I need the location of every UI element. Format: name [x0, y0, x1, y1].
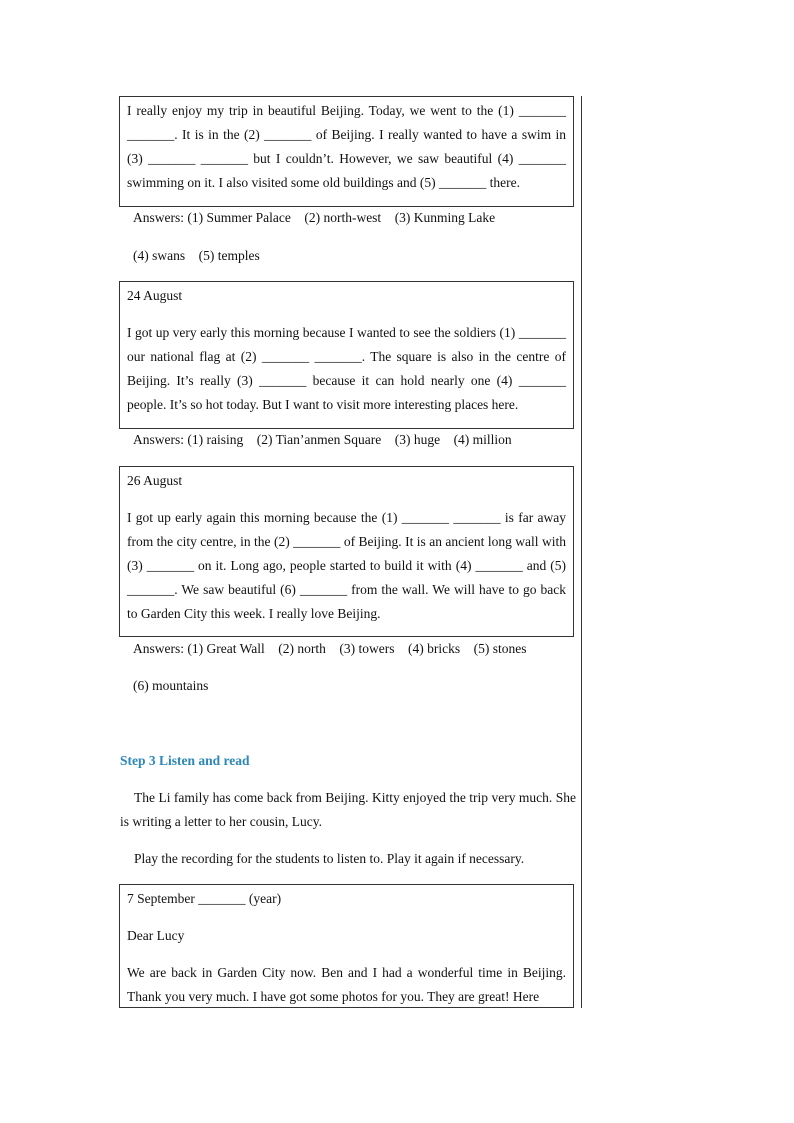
step-3-paragraph-2-text: Play the recording for the students to listen to. Play it again if necessary.: [134, 851, 525, 866]
letter-date: 7 September _______ (year): [127, 891, 282, 906]
diary-box-3-text: I got up early again this morning because the (1) _______ _______ is far away from the city centre, in the (2) _______ of Beijing. It is an ancient long wall with (3) _______ on it. Long ago, people started to build it with (4) _______ and (5) _______. We saw beautiful (6) _______ from the wall. We will have to go back to Garden City this week. I really love Beijing.: [127, 510, 566, 621]
diary-box-3: [119, 466, 574, 637]
answers-1-line-1: Answers: (1) Summer Palace (2) north-west (3) Kunming Lake: [133, 210, 496, 225]
letter-box: [119, 884, 574, 1008]
answers-3-line-2: (6) mountains: [133, 678, 209, 693]
answers-3-line-1: Answers: (1) Great Wall (2) north (3) towers (4) bricks (5) stones: [133, 641, 527, 656]
diary-box-1: [119, 96, 574, 207]
diary-box-3-date: 26 August: [127, 473, 183, 488]
diary-box-2-date: 24 August: [127, 288, 183, 303]
answers-2-line-1: Answers: (1) raising (2) Tian’anmen Square (3) huge (4) million: [133, 432, 512, 447]
diary-box-2: [119, 281, 574, 429]
diary-box-1-text: I really enjoy my trip in beautiful Beijing. Today, we went to the (1) _______ _______. It is in the (2) _______ of Beijing. I really wanted to have a swim in (3) _______ _______ but I couldn’t. However, we saw beautiful (4) _______ swimming on it. I also visited some old buildings and (5) _______ there.: [127, 103, 566, 190]
step-3-heading: Step 3 Listen and read: [120, 753, 250, 768]
step-3-paragraph-2: [120, 847, 576, 871]
diary-box-2-text: I got up very early this morning because I wanted to see the soldiers (1) _______ our national flag at (2) _______ _______. The square is also in the centre of Beijing. It’s really (3) _______ because it can hold nearly one (4) _______ people. It’s so hot today. But I want to visit more interesting places here.: [127, 325, 566, 412]
letter-text: We are back in Garden City now. Ben and I had a wonderful time in Beijing. Thank you very much. I have got some photos for you. They are great! Here: [127, 965, 566, 1004]
step-3-paragraph-1-text: The Li family has come back from Beijing. Kitty enjoyed the trip very much. She is writing a letter to her cousin, Lucy.: [120, 790, 576, 829]
step-3-paragraph-1: [120, 786, 576, 834]
letter-greeting: Dear Lucy: [127, 928, 185, 943]
page-margin-rule: [581, 96, 582, 1008]
answers-1-line-2: (4) swans (5) temples: [133, 248, 260, 263]
